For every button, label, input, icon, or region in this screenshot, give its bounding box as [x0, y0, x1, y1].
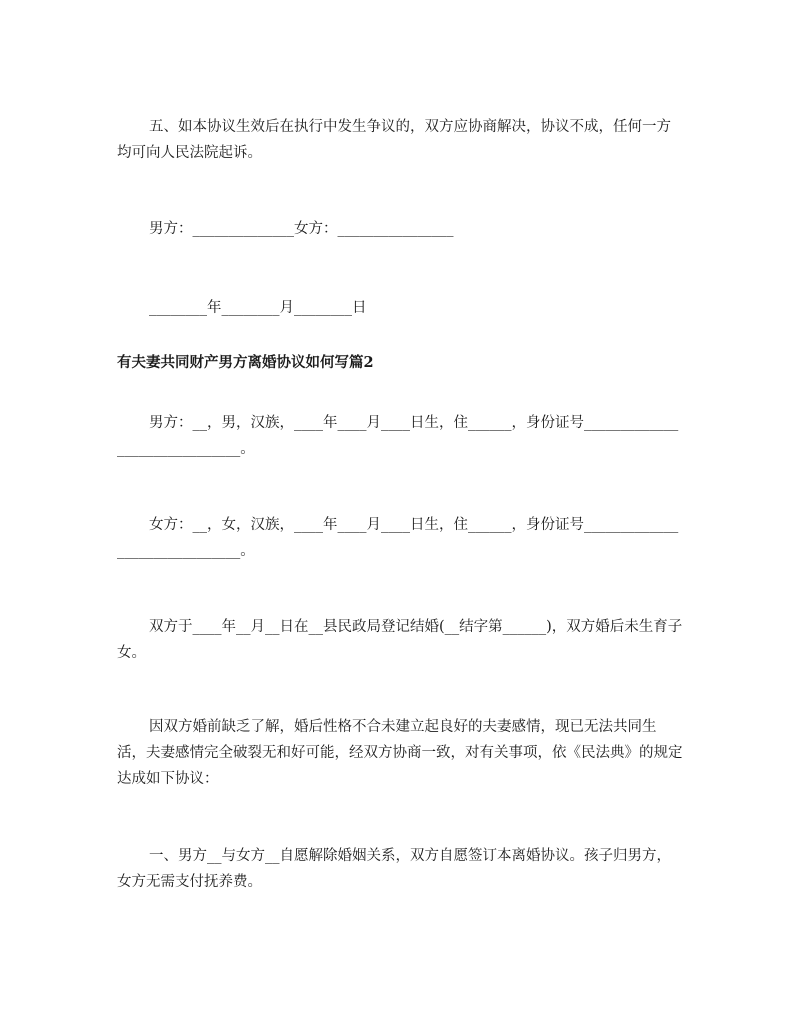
- section-title: 有夫妻共同财产男方离婚协议如何写篇2: [117, 354, 374, 371]
- man-info-paragraph: 男方：__，男，汉族，____年____月____日生，住______，身份证号______________________________。: [117, 415, 679, 457]
- date-line: ________年________月________日: [149, 300, 367, 316]
- signature-line: 男方：______________女方：________________: [149, 221, 454, 237]
- woman-info-paragraph: 女方：__，女，汉族，____年____月____日生，住______，身份证号______________________________。: [117, 517, 679, 559]
- reason-paragraph: 因双方婚前缺乏了解，婚后性格不合未建立起良好的夫妻感情，现已无法共同生活，夫妻感情完全破裂无和好可能，经双方协商一致，对有关事项，依《民法典》的规定达成如下协议：: [117, 719, 683, 787]
- clause-one-paragraph: 一、男方__与女方__自愿解除婚姻关系，双方自愿签订本离婚协议。孩子归男方，女方无需支付抚养费。: [117, 848, 671, 890]
- clause-five-paragraph: 五、如本协议生效后在执行中发生争议的，双方应协商解决，协议不成，任何一方均可向人民法院起诉。: [117, 119, 671, 161]
- marriage-info-paragraph: 双方于____年__月__日在__县民政局登记结婚(__结字第______)，双方婚后未生育子女。: [117, 619, 683, 661]
